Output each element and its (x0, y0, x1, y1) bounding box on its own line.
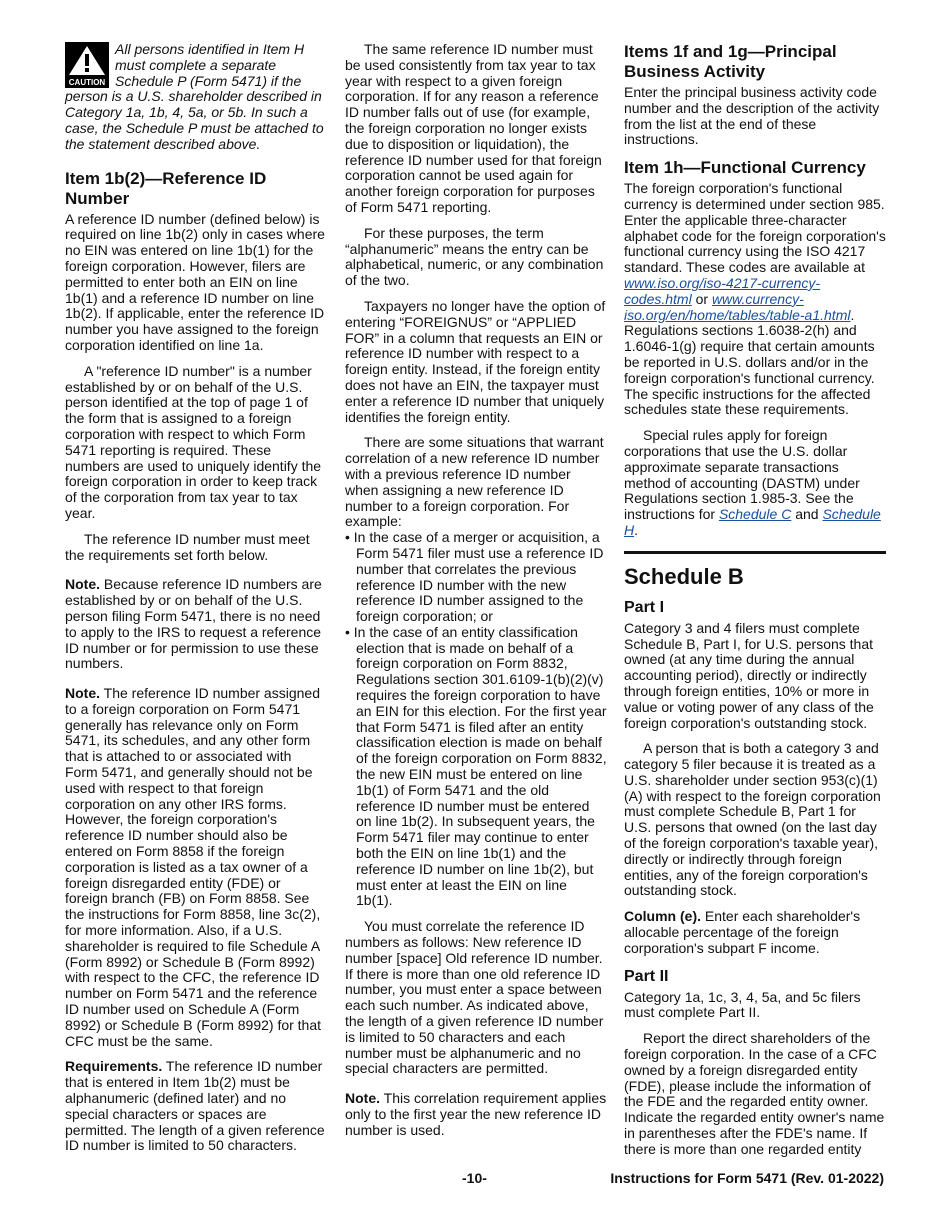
paragraph: Enter the principal business activity code number and the description of the activity from the list at the end of these instructions. (624, 84, 880, 148)
requirements-paragraph (65, 1059, 327, 1154)
note-paragraph (65, 686, 327, 1049)
text: The foreign corporation's functional currency is determined under section 985. Enter the applicable three-character alphabet code for the foreign corporation's functional currency using the ISO 4217 standard. These codes are available at (624, 180, 886, 276)
heading-part-1: Part I (624, 598, 665, 616)
requirements-text: The reference ID number that is entered in Item 1b(2) must be alphanumeric (defined later) and no special characters or spaces are permitted. The length of a given reference ID number is limited to 50 characters. (65, 1058, 325, 1154)
iso-link[interactable]: www.iso.org/iso-4217-currency-codes.html (624, 274, 821, 307)
column-e-paragraph (624, 909, 886, 956)
heading-item-1h: Item 1h—Functional Currency (624, 158, 866, 178)
currency-iso-link[interactable]: www.currency-iso.org/en/home/tables/table-a1.html (624, 290, 851, 323)
heading-schedule-b: Schedule B (624, 563, 744, 589)
note-lead: Note. (65, 685, 100, 702)
heading-item-1b2: Item 1b(2)—Reference ID Number (65, 168, 267, 208)
paragraph: Category 1a, 1c, 3, 4, 5a, and 5c filers must complete Part II. (624, 988, 861, 1021)
caution-text: All persons identified in Item H must complete a separate Schedule P (Form 5471) if the person is a U.S. shareholder described in Category 1a, 1b, 4, 5a, or 5b. In such a case, the Schedule P must be attached to the statement described above. (65, 41, 324, 152)
paragraph: A reference ID number (defined below) is required on line 1b(2) only in cases where no EIN was entered on line 1b(1) for the foreign corporation. However, filers are permitted to enter both an EIN on line 1b(1) and a reference ID number on line 1b(2). If applicable, enter the reference ID number you have assigned to the foreign corporation identified on line 1a. (65, 210, 325, 353)
column-right (624, 42, 886, 1168)
paragraph: Category 3 and 4 filers must complete Schedule B, Part I, for U.S. persons that owned (at any time during the annual accounting period), directly or indirectly through foreign entities, 10% or more in value or voting power of any class of the foreign corporation's outstanding stock. (624, 619, 874, 731)
currency-paragraph (624, 181, 886, 418)
section-divider (624, 551, 886, 554)
note-text: The reference ID number assigned to a foreign corporation on Form 5471 generally has relevance only on Form 5471, its schedules, and any other form that is attached to or associated with Form 5471, and generally should not be used with respect to that foreign corporation on any other IRS forms. However, the foreign corporation's reference ID number should also be entered on Form 8858 if the foreign corporation is listed as a tax owner of a foreign disregarded entity (FDE) or foreign branch (FB) on Form 8858. See the instructions for Form 8858, line 3c(2), for more information. Also, if a U.S. shareholder is required to file Schedule A (Form 8992) or Schedule B (Form 8992) with respect to the CFC, the reference ID number on Form 5471 and the reference ID number used on Schedule A (Form 8992) or Schedule B (Form 8992) for that CFC must be the same. (65, 685, 322, 1049)
bullet-text: In the case of a merger or acquisition, a Form 5471 filer must use a reference ID number that correlates the previous reference ID number with the new reference ID number assigned to the foreign corporation; or (353, 529, 604, 625)
text: . (634, 521, 639, 538)
paragraph: A "reference ID number" is a number established by or on behalf of the U.S. person identified at the top of page 1 of the form that is assigned to a foreign corporation with respect to which Form 5471 reporting is required. These numbers are used to uniquely identify the foreign corporation in order to keep track of the corporation from tax year to tax year. (65, 362, 322, 521)
heading-items-1f-1g: Items 1f and 1g—Principal Business Activity (624, 42, 837, 81)
caution-icon (65, 42, 109, 88)
note-lead: Note. (65, 576, 100, 593)
note-paragraph (345, 1091, 607, 1138)
paragraph: You must correlate the reference ID numbers as follows: New reference ID number [space] Old reference ID number. If there is more than one old reference ID number, you must enter a space between each such number. As indicated above, the length of a given reference ID number is limited to 50 characters and each number must be alphanumeric and no special characters are permitted. (345, 918, 604, 1077)
heading-part-2: Part II (624, 967, 669, 985)
note-text: This correlation requirement applies only to the first year the new reference ID number is used. (345, 1090, 607, 1138)
bullet-item: • In the case of a merger or acquisition, a Form 5471 filer must use a reference ID number that correlates the previous reference ID number with the new reference ID number assigned to the foreign corporation; or (345, 529, 604, 625)
bullet-text: In the case of an entity classification election that is made on behalf of a foreign corporation on Form 8832, Regulations section 301.6109-1(b)(2)(v) requires the foreign corporation to have an EIN for this election. For the first year that Form 5471 is filed after an entity classification election is made on behalf of the foreign corporation on Form 8832, the new EIN must be entered on line 1b(1) of Form 5471 and the old reference ID number must be entered on line 1b(2). In subsequent years, the Form 5471 filer may continue to enter both the EIN on line 1b(1) and the reference ID number on line 1b(2), but must enter at least the EIN on line 1b(1). (353, 623, 607, 909)
text: Special rules apply for foreign corporations that use the U.S. dollar approximate separate transactions method of accounting (DASTM) under Regulations section 1.985-3. See the instructions for (624, 427, 860, 523)
paragraph: Taxpayers no longer have the option of entering “FOREIGNUS” or “APPLIED FOR” in a column that requests an EIN or reference ID number with respect to a foreign entity. Instead, if the foreign entity does not have an EIN, the taxpayer must enter a reference ID number that uniquely identifies the foreign entity. (345, 297, 606, 425)
schedule-c-link[interactable]: Schedule C (718, 506, 792, 523)
column-middle (345, 42, 607, 1149)
special-rules-paragraph (624, 428, 886, 539)
paragraph: The same reference ID number must be used consistently from tax year to tax year with respect to a given foreign corporation. If for any reason a reference ID number falls out of use (for example, the foreign corporation no longer exists due to disposition or liquidation), the reference ID number used for that foreign corporation cannot be used again for another foreign corporation for purposes of Form 5471 reporting. (345, 41, 602, 215)
column-left (65, 42, 327, 1164)
note-lead: Note. (345, 1090, 380, 1107)
note-text: Because reference ID numbers are established by or on behalf of the U.S. person filing Form 5471, there is no need to apply to the IRS to request a reference ID number or for permission to use these numbers. (65, 576, 322, 672)
paragraph: Report the direct shareholders of the foreign corporation. In the case of a CFC owned by a foreign disregarded entity (FDE), please include the information of the FDE and the regarded entity owner. Indicate the regarded entity owner's name in parentheses after the FDE's name. If there is more than one regarded entity (624, 1030, 885, 1157)
form-title: Instructions for Form 5471 (Rev. 01-2022) (610, 1170, 884, 1186)
caution-label: CAUTION (68, 78, 106, 87)
paragraph: A person that is both a category 3 and category 5 filer because it is treated as a U.S. shareholder under section 953(c)(1)(A) with respect to the foreign corporation must complete Schedule B, Part 1 for U.S. persons that owned (on the last day of the foreign corporation's taxable year), directly or indirectly through foreign entities, any of the foreign corporation's outstanding stock. (624, 740, 881, 899)
schedule-h-link[interactable]: Schedule H (624, 506, 881, 538)
note-paragraph (65, 577, 327, 672)
page-number: -10- (462, 1170, 487, 1186)
paragraph: For these purposes, the term “alphanumeric” means the entry can be alphabetical, numeric, or any combination of the two. (345, 224, 604, 289)
caution-block (65, 42, 327, 153)
requirements-lead: Requirements. (65, 1058, 163, 1075)
text: and (795, 506, 819, 523)
text: . Regulations sections 1.6038-2(h) and 1.6046-1(g) require that certain amounts be reported in U.S. dollars and/or in the foreign corporation's functional currency. The specific instructions for the affected schedules state these requirements. (624, 306, 875, 418)
text: or (695, 290, 709, 307)
column-e-lead: Column (e). (624, 908, 701, 925)
column-e-text: Enter each shareholder's allocable percentage of the foreign corporation's subpart F income. (624, 908, 861, 956)
paragraph: The reference ID number must meet the requirements set forth below. (65, 530, 310, 563)
bullet-item: • In the case of an entity classification election that is made on behalf of a foreign corporation on Form 8832, Regulations section 301.6109-1(b)(2)(v) requires the foreign corporation to have an EIN for this election. For the first year that Form 5471 is filed after an entity classification election is made on behalf of the foreign corporation on Form 8832, the new EIN must be entered on line 1b(1) of Form 5471 and the old reference ID number must be entered on line 1b(2). In subsequent years, the Form 5471 filer may continue to enter both the EIN on line 1b(1) and the reference ID number on line 1b(2), but must enter at least the EIN on line 1b(1). (345, 623, 607, 909)
paragraph: There are some situations that warrant correlation of a new reference ID number with a previous reference ID number when assigning a new reference ID number to a foreign corporation. For example: (345, 434, 604, 530)
